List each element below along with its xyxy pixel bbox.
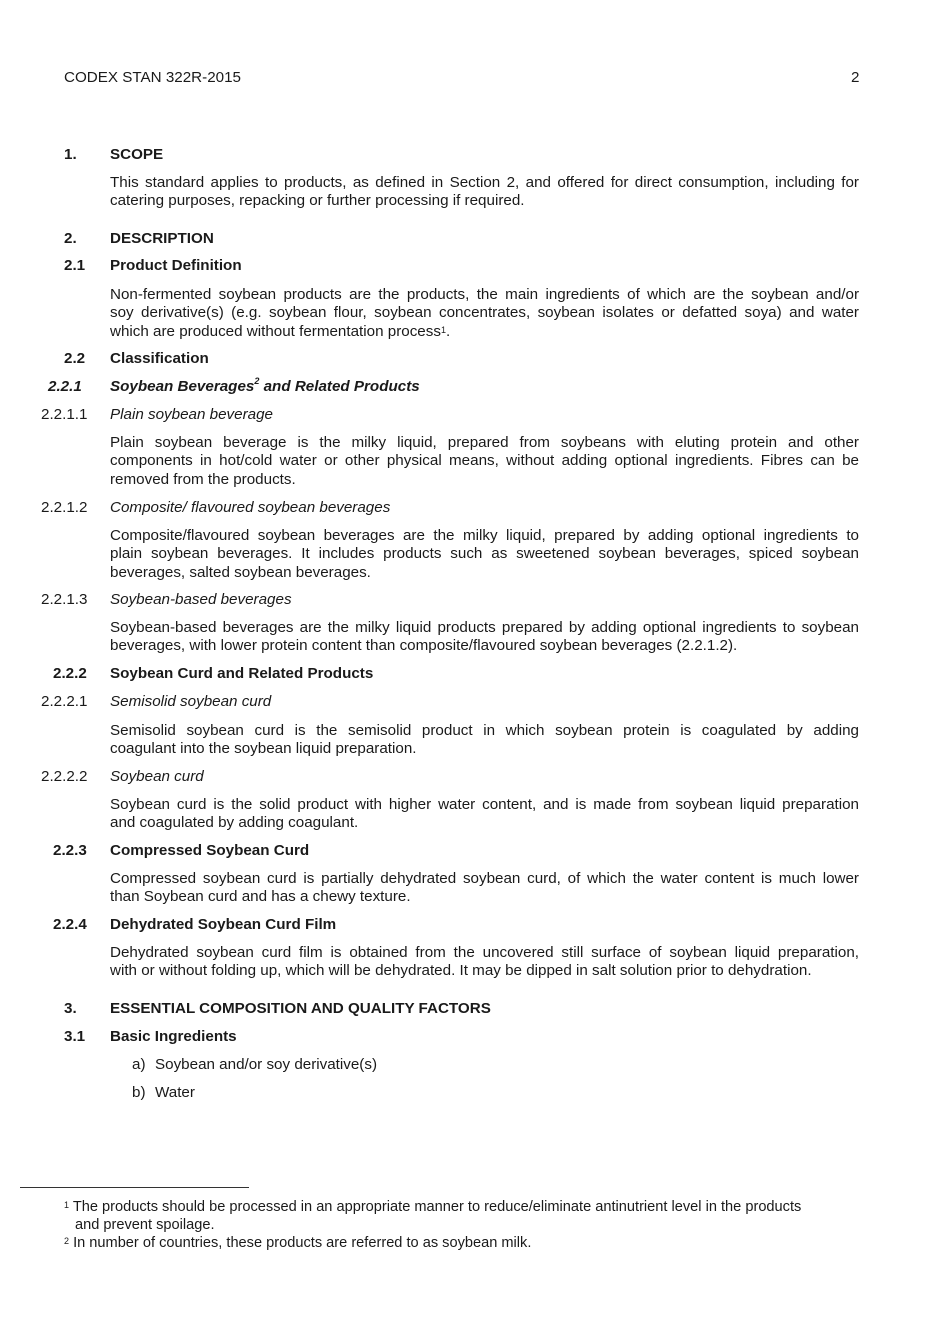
section-2-2-3-line: Compressed soybean curd is partially dehydrated soybean curd, of which the water content is much lower [110,870,859,887]
page-number: 2 [851,69,860,86]
footnote-1 [64,1198,801,1234]
section-2-2-2-1-line: Semisolid soybean curd is the semisolid product in which soybean protein is coagulated by adding [110,722,859,739]
section-1-body [110,174,859,211]
footnote-2-line: In number of countries, these products are referred to as soybean milk. [73,1235,532,1251]
section-2-2-2-1-title: Semisolid soybean curd [110,693,272,710]
section-2-2-1-title-a: Soybean Beverages [110,378,255,395]
list-item-marker: a) [132,1056,146,1073]
footnote-1-marker: 1 [64,1200,70,1210]
section-2-2-1-1-line: removed from the products. [110,470,296,488]
section-2-2-1-2-body [110,527,859,582]
section-2-1-number: 2.1 [64,257,86,274]
section-2-1-line: Non-fermented soybean products are the products, the main ingredients of which are the soybean and/or [110,286,859,303]
footnote-ref-1[interactable]: 1 [440,324,446,335]
section-3-number: 3. [64,1000,77,1017]
section-2-2-1-1-line: Plain soybean beverage is the milky liquid, prepared from soybeans with eluting protein and other [110,434,859,451]
section-2-2-2-number: 2.2.2 [53,665,87,682]
section-2-2-2-1-number: 2.2.2.1 [41,693,88,710]
footnote-1-line: The products should be processed in an appropriate manner to reduce/eliminate antinutrient level in the products [72,1199,802,1215]
section-2-2-2-2-line: Soybean curd is the solid product with higher water content, and is made from soybean liquid preparation [110,796,859,813]
list-item-marker: b) [132,1084,146,1101]
section-2-2-2-1-line: coagulant into the soybean liquid preparation. [110,740,417,758]
section-2-2-1-3-line: Soybean-based beverages are the milky liquid products prepared by adding optional ingredients to soybean [110,619,859,636]
section-2-2-2-2-body [110,796,859,833]
section-3-1-title: Basic Ingredients [110,1028,237,1045]
footnote-2 [64,1234,531,1252]
footnote-separator [20,1187,249,1188]
section-2-2-2-2-number: 2.2.2.2 [41,768,88,785]
section-2-2-2-title: Soybean Curd and Related Products [110,665,374,682]
section-2-1-line: soy derivative(s) (e.g. soybean flour, soybean concentrates, soybean isolates or defatted soya) and water [110,304,859,322]
section-2-2-1-2-line: plain soybean beverages. It includes products such as sweetened soybean beverages, spiced soybean [110,545,859,563]
section-2-2-3-title: Compressed Soybean Curd [110,842,310,859]
section-2-1-title: Product Definition [110,257,242,274]
section-1-number: 1. [64,146,77,163]
list-item: Water [155,1084,195,1101]
document-id: CODEX STAN 322R-2015 [64,69,241,86]
section-2-2-4-number: 2.2.4 [53,916,87,933]
section-2-2-2-2-line: and coagulated by adding coagulant. [110,814,359,832]
section-2-2-1-3-number: 2.2.1.3 [41,591,88,608]
section-2-number: 2. [64,230,77,247]
section-2-1-line-end: . [445,322,451,340]
section-2-2-4-line: Dehydrated soybean curd film is obtained from the uncovered still surface of soybean liquid preparation, [110,944,859,961]
section-2-2-1-2-line: beverages, salted soybean beverages. [110,563,371,581]
section-2-2-1-2-title: Composite/ flavoured soybean beverages [110,499,391,516]
section-2-1-line-text: which are produced without fermentation process [110,322,441,340]
section-2-2-4-title: Dehydrated Soybean Curd Film [110,916,337,933]
section-2-2-1-1-body [110,434,859,489]
footnote-ref-2[interactable]: 2 [254,376,260,386]
section-2-2-1-3-line: beverages, with lower protein content than composite/flavoured soybean beverages (2.2.1.2). [110,637,738,655]
section-2-2-number: 2.2 [64,350,86,367]
section-2-2-1-1-title: Plain soybean beverage [110,406,273,423]
section-2-2-1-1-number: 2.2.1.1 [41,406,88,423]
section-2-2-1-title [110,378,859,395]
section-2-2-1-title-b: and Related Products [259,378,420,395]
section-1-title: SCOPE [110,146,164,163]
section-1-line: This standard applies to products, as defined in Section 2, and offered for direct consumption, including for [110,174,859,191]
section-2-2-1-2-number: 2.2.1.2 [41,499,88,516]
section-2-1-line-last [110,323,859,341]
section-2-2-3-line: than Soybean curd and has a chewy texture. [110,888,411,906]
section-2-2-4-body [110,944,859,981]
section-2-1-body [110,286,859,341]
section-1-line: catering purposes, repacking or further processing if required. [110,192,525,210]
section-2-2-2-1-body [110,722,859,759]
section-2-2-3-body [110,870,859,907]
section-2-2-1-number: 2.2.1 [48,378,82,395]
section-2-2-3-number: 2.2.3 [53,842,87,859]
section-2-2-1-1-line: components in hot/cold water or other physical means, without adding optional ingredients. Fibres can be [110,452,859,470]
section-2-2-4-line: with or without folding up, which will be dehydrated. It may be dipped in salt solution prior to dehydration. [110,962,812,980]
section-3-1-number: 3.1 [64,1028,86,1045]
section-2-2-title: Classification [110,350,209,367]
list-item: Soybean and/or soy derivative(s) [155,1056,378,1073]
section-2-2-1-3-body [110,619,859,656]
section-2-2-1-3-title: Soybean-based beverages [110,591,292,608]
section-2-title: DESCRIPTION [110,230,214,247]
section-2-2-2-2-title: Soybean curd [110,768,204,785]
footnote-2-marker: 2 [64,1236,70,1246]
section-2-2-1-2-line: Composite/flavoured soybean beverages are the milky liquid, prepared by adding optional ingredients to [110,527,859,544]
section-3-title: ESSENTIAL COMPOSITION AND QUALITY FACTORS [110,1000,491,1017]
footnote-1-line: and prevent spoilage. [75,1217,215,1233]
